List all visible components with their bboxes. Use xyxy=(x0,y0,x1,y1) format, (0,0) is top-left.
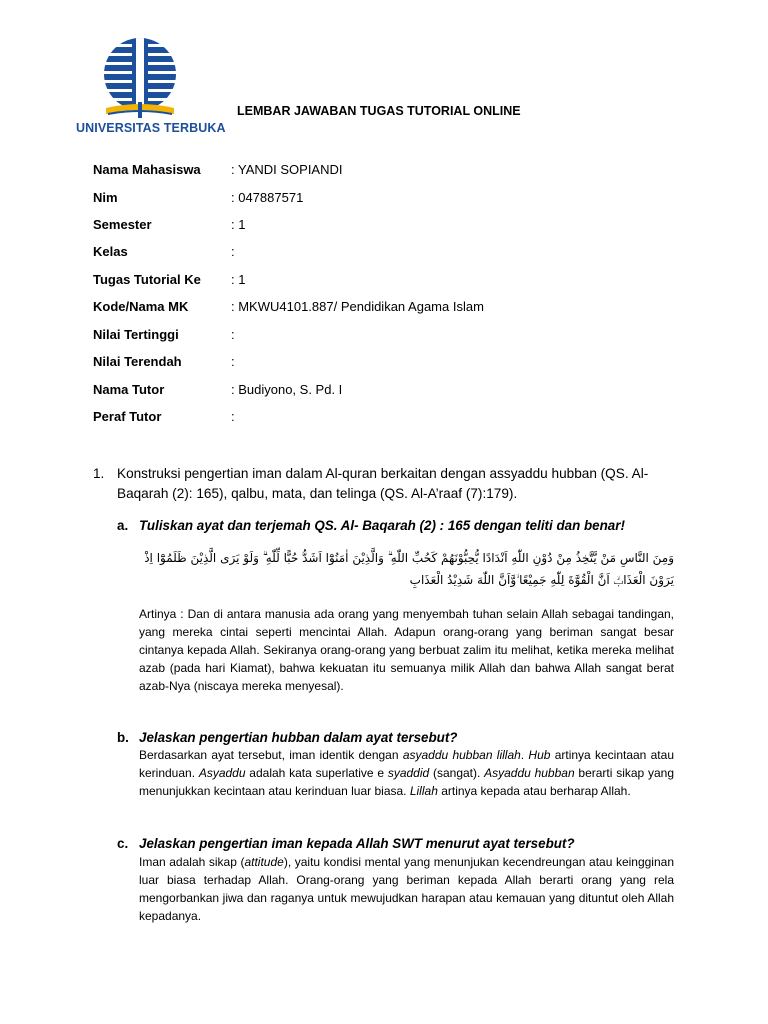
arabic-verse xyxy=(138,547,674,591)
info-label: Semester xyxy=(93,217,152,232)
part-letter: b. xyxy=(117,730,129,745)
info-value: : 047887571 xyxy=(231,190,304,205)
info-label: Tugas Tutorial Ke xyxy=(93,272,201,287)
arabic-line: يَرَوْنَ الْعَذَابَۙ اَنَّ الْقُوَّةَ لِلّٰهِ جَمِيْعًا ۙوَّاَنَّ اللّٰهَ شَدِيْدُ الْعَذَابِ xyxy=(409,573,674,587)
info-label: Kode/Nama MK xyxy=(93,299,189,314)
document-title: LEMBAR JAWABAN TUGAS TUTORIAL ONLINE xyxy=(237,104,521,118)
part-letter: a. xyxy=(117,518,129,533)
info-value: : xyxy=(231,409,235,424)
info-value: : xyxy=(231,244,235,259)
info-value: : xyxy=(231,327,235,342)
part-letter: c. xyxy=(117,836,129,851)
info-value: : Budiyono, S. Pd. I xyxy=(231,382,343,397)
institution-name: UNIVERSITAS TERBUKA xyxy=(76,121,226,135)
answer-c: Iman adalah sikap (attitude), yaitu kondisi mental yang menunjukan kecendreungan atau keingginan luar biasa terhadap Allah. Orang-orang yang beriman kepada Allah berarti orang yang rela mengorbankan jiwa dan raganya untuk mewujudkan harapan atau kemauan yang dituntut oleh Allah kepadanya. xyxy=(139,855,674,923)
info-label: Nilai Tertinggi xyxy=(93,327,179,342)
info-label: Nim xyxy=(93,190,118,205)
info-label: Peraf Tutor xyxy=(93,409,162,424)
answer-b: Berdasarkan ayat tersebut, iman identik dengan asyaddu hubban lillah. Hub artinya kecintaan atau kerinduan. Asyaddu adalah kata superlative e syaddid (sangat). Asyaddu hubban berarti sikap yang menunjukkan kecintaan atau kerinduan luar biasa. Lillah artinya kepada atau berharap Allah. xyxy=(139,748,675,798)
question-number: 1. xyxy=(93,466,105,481)
info-label: Nilai Terendah xyxy=(93,354,182,369)
info-value: : YANDI SOPIANDI xyxy=(231,162,343,177)
info-value: : 1 xyxy=(231,272,246,287)
question-text: Konstruksi pengertian iman dalam Al-quran berkaitan dengan assyaddu hubban (QS. Al-Baqarah (2): 165), qalbu, mata, dan telinga (QS. Al-A’raaf (7):179). xyxy=(117,466,649,501)
info-label: Nama Mahasiswa xyxy=(93,162,201,177)
translation-text: Artinya : Dan di antara manusia ada orang yang menyembah tuhan selain Allah sebagai tandingan, yang mereka cintai seperti mencintai Allah. Adapun orang-orang yang beriman sangat besar cintanya kepada Allah. Sekiranya orang-orang yang berbuat zalim itu melihat, ketika mereka melihat azab (pada hari Kiamat), bahwa kekuatan itu semuanya milik Allah dan bahwa Allah sangat berat azab-Nya (niscaya mereka menyesal). xyxy=(139,607,674,693)
info-value: : 1 xyxy=(231,217,246,232)
info-value: : xyxy=(231,354,235,369)
part-question: Jelaskan pengertian iman kepada Allah SWT menurut ayat tersebut? xyxy=(139,836,575,851)
info-value: : MKWU4101.887/ Pendidikan Agama Islam xyxy=(231,299,484,314)
info-label: Kelas xyxy=(93,244,128,259)
arabic-line: وَمِنَ النَّاسِ مَنْ يَّتَّخِذُ مِنْ دُوْنِ اللّٰهِ اَنْدَادًا يُّحِبُّوْنَهُمْ كَحُبِّ اللّٰهِ ۗ وَالَّذِيْنَ اٰمَنُوْٓا اَشَدُّ حُبًّا لِّلّٰهِ ۗ وَلَوْ يَرَى الَّذِيْنَ ظَلَمُوْٓا اِذْ xyxy=(144,551,674,565)
info-label: Nama Tutor xyxy=(93,382,165,397)
part-question: Jelaskan pengertian hubban dalam ayat tersebut? xyxy=(139,730,458,745)
part-question: Tuliskan ayat dan terjemah QS. Al- Baqarah (2) : 165 dengan teliti dan benar! xyxy=(139,518,625,533)
